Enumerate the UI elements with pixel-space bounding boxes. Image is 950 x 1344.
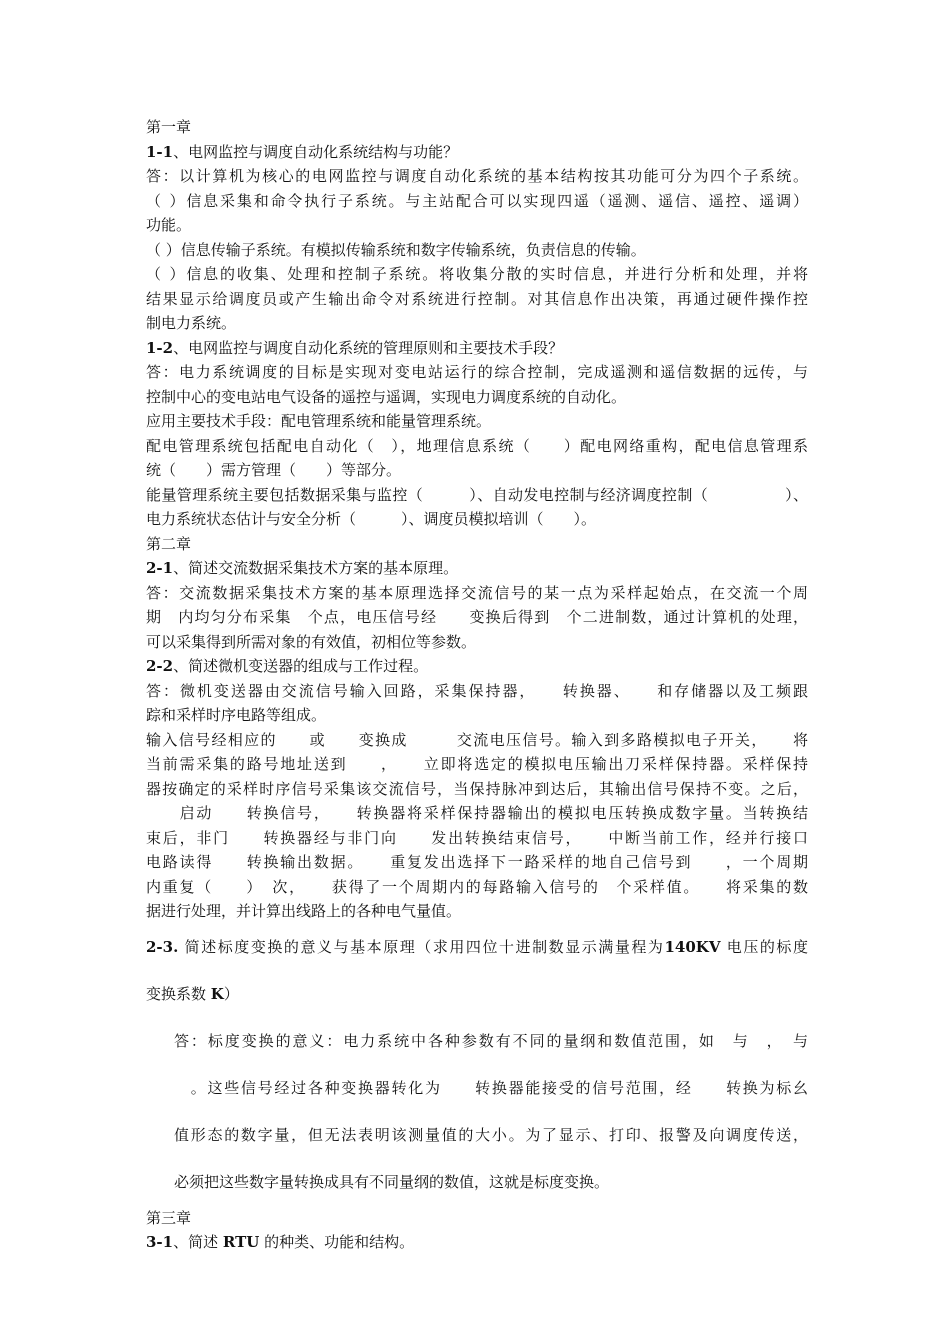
answer-line: （ ）信息采集和命令执行子系统。与主站配合可以实现四遥（遥测、遥信、遥控、遥调） [146,191,808,210]
answer-line: 结果显示给调度员或产生输出命令对系统进行控制。对其信息作出决策，再通过硬件操作控 [146,289,808,308]
answer-line: 制电力系统。 [146,314,237,332]
answer-line: 可以采集得到所需对象的有效值，初相位等参数。 [146,632,477,651]
question-text: 电压的标度 [726,937,808,956]
question-symbol: K [210,984,224,1003]
answer-line: 必须把这些数字量转换成具有不同量纲的数值，这就是标度变换。 [174,1172,610,1191]
question-number: 2-2 [146,657,174,675]
question-number: 1-1 [146,142,174,161]
question-text: ） [223,984,239,1003]
question-1-2 [146,336,808,361]
question-2-1 [146,556,808,581]
question-2-3-line-1 [146,924,808,971]
answer-line: 值形态的数字量，但无法表明该测量值的大小。为了显示、打印、报警及向调度传送， [174,1125,808,1144]
question-2-3-line-2 [146,971,808,1018]
answer-line: 器按确定的采样时序信号采集该交流信号，当保持脉冲到达后，其输出信号保持不变。之后， [146,779,808,798]
question-text: 、电网监控与调度自动化系统的管理原则和主要技术手段？ [173,338,564,357]
answer-line: （ ）信息传输子系统。有模拟传输系统和数字传输系统，负责信息的传输。 [146,240,646,259]
answer-line: 答：电力系统调度的目标是实现对变电站运行的综合控制，完成遥测和遥信数据的远传，与 [146,363,808,381]
document-page [146,115,808,1255]
question-number: 1-2 [146,338,174,357]
answer-line: 踪和采样时序电路等组成。 [146,706,327,724]
answer-line: （ ）信息的收集、处理和控制子系统。将收集分散的实时信息，并进行分析和处理，并将 [146,265,808,283]
question-text: 简述标度变换的意义与基本原理（求用四位十进制数显示满量程为 [184,937,665,956]
answer-line: 当前需采集的路号地址送到 ， 立即将选定的模拟电压输出刀采样保持器。采样保持 [146,755,808,773]
question-2-2 [146,654,808,679]
chapter-3-heading: 第三章 [146,1208,192,1227]
answer-line: 答：交流数据采集技术方案的基本原理选择交流信号的某一点为采样起始点，在交流一个周 [146,583,808,602]
answer-line: 启动 转换信号， 转换器将采样保持器输出的模拟电压转换成数字量。当转换结 [146,804,808,822]
answer-line: 统（ ）需方管理（ ）等部分。 [146,461,402,479]
answer-line: 据进行处理，并计算出线路上的各种电气量值。 [146,902,462,920]
question-number: 3-1 [146,1233,174,1251]
answer-line: 电力系统状态估计与安全分析（ ）、调度员模拟培训（ ）。 [146,510,597,528]
question-1-1 [146,140,808,165]
question-number: 2-3. [146,937,179,956]
answer-line: 答：微机变送器由交流信号输入回路，采集保持器， 转换器、 和存储器以及工频跟 [146,681,808,700]
answer-line: 内重复（ ） 次， 获得了一个周期内的每路输入信号的 个采样值。 将采集的数 [146,877,808,896]
answer-line: 期 内均匀分布采集 个点，电压信号经 变换后得到 个二进制数，通过计算机的处理， [146,608,808,626]
question-text: 、简述微机变送器的组成与工作过程。 [173,657,429,675]
question-text: 变换系数 [146,984,207,1003]
answer-line: 输入信号经相应的 或 变换成 交流电压信号。输入到多路模拟电子开关， 将 [146,730,808,749]
question-number: 2-1 [146,559,174,577]
answer-line: 。这些信号经过各种变换器转化为 转换器能接受的信号范围，经 转换为标幺 [174,1078,808,1097]
answer-line: 能量管理系统主要包括数据采集与监控（ ）、自动发电控制与经济调度控制（ ）、 [146,485,808,504]
question-text: 、电网监控与调度自动化系统结构与功能？ [173,142,459,161]
answer-line: 控制中心的变电站电气设备的遥控与遥调，实现电力调度系统的自动化。 [146,387,627,406]
answer-line: 功能。 [146,216,192,234]
answer-line: 答：以计算机为核心的电网监控与调度自动化系统的基本结构按其功能可分为四个子系统。 [146,167,808,185]
question-3-1 [146,1230,808,1255]
question-term: RTU [222,1233,260,1251]
chapter-1-heading: 第一章 [146,118,192,136]
question-text: 的种类、功能和结构。 [264,1233,415,1251]
chapter-2-heading: 第二章 [146,534,192,553]
answer-line: 答：标度变换的意义：电力系统中各种参数有不同的量纲和数值范围，如 与 ， 与 [174,1031,808,1050]
question-text: 、简述 [173,1233,219,1251]
answer-line: 束后，非门 转换器经与非门向 发出转换结束信号， 中断当前工作，经并行接口 [146,828,808,847]
question-value: 140KV [664,937,721,956]
answer-line: 应用主要技术手段：配电管理系统和能量管理系统。 [146,412,492,430]
answer-line: 电路读得 转换输出数据。 重复发出选择下一路采样的地自己信号到 ，一个周期 [146,853,808,871]
answer-line: 配电管理系统包括配电自动化（ ），地理信息系统（ ）配电网络重构，配电信息管理系 [146,436,808,455]
question-text: 、简述交流数据采集技术方案的基本原理。 [173,559,459,577]
